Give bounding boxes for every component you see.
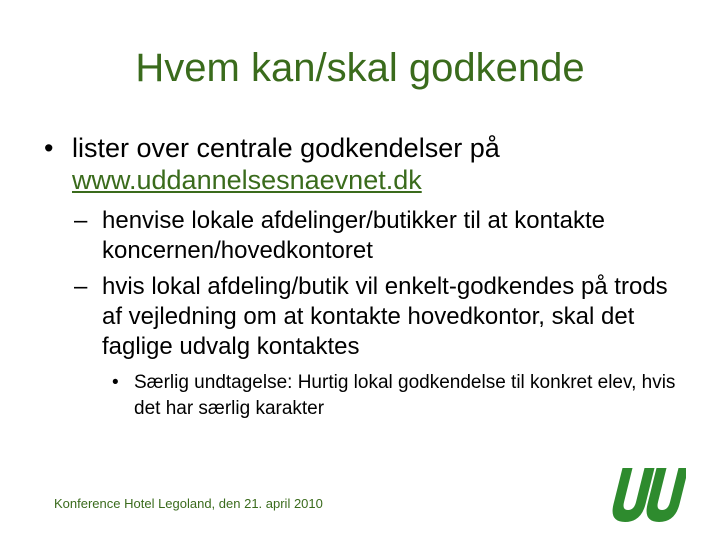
- uu-logo-icon: [606, 462, 686, 526]
- slide-title: Hvem kan/skal godkende: [135, 46, 585, 90]
- dash-marker: –: [74, 207, 88, 234]
- bullet-item-1: [44, 132, 694, 196]
- bullet-line: lister over centrale godkendelser på: [72, 133, 500, 163]
- sub-item-text: henvise lokale afdelinger/butikker til at kontakte koncernen/hovedkontoret: [102, 207, 605, 264]
- bullet-marker: •: [44, 133, 54, 163]
- website-link[interactable]: www.uddannelsesnaevnet.dk: [72, 165, 422, 195]
- footer-text: Konference Hotel Legoland, den 21. april 2010: [54, 496, 323, 511]
- dash-marker: –: [74, 273, 88, 300]
- sub-item-text: hvis lokal afdeling/butik vil enkelt-godkendes på trods af vejledning om at kontakte hovedkontor, skal det faglige udvalg kontaktes: [102, 273, 668, 360]
- sub-sub-item-1: [112, 370, 692, 422]
- bullet-marker: •: [112, 372, 119, 393]
- sub-item-1: [74, 206, 694, 266]
- bullet-text: [72, 132, 694, 196]
- sub-item-2: [74, 272, 694, 362]
- sub-sub-item-text: Særlig undtagelse: Hurtig lokal godkendelse til konkret elev, hvis det har særlig karakter: [134, 372, 676, 419]
